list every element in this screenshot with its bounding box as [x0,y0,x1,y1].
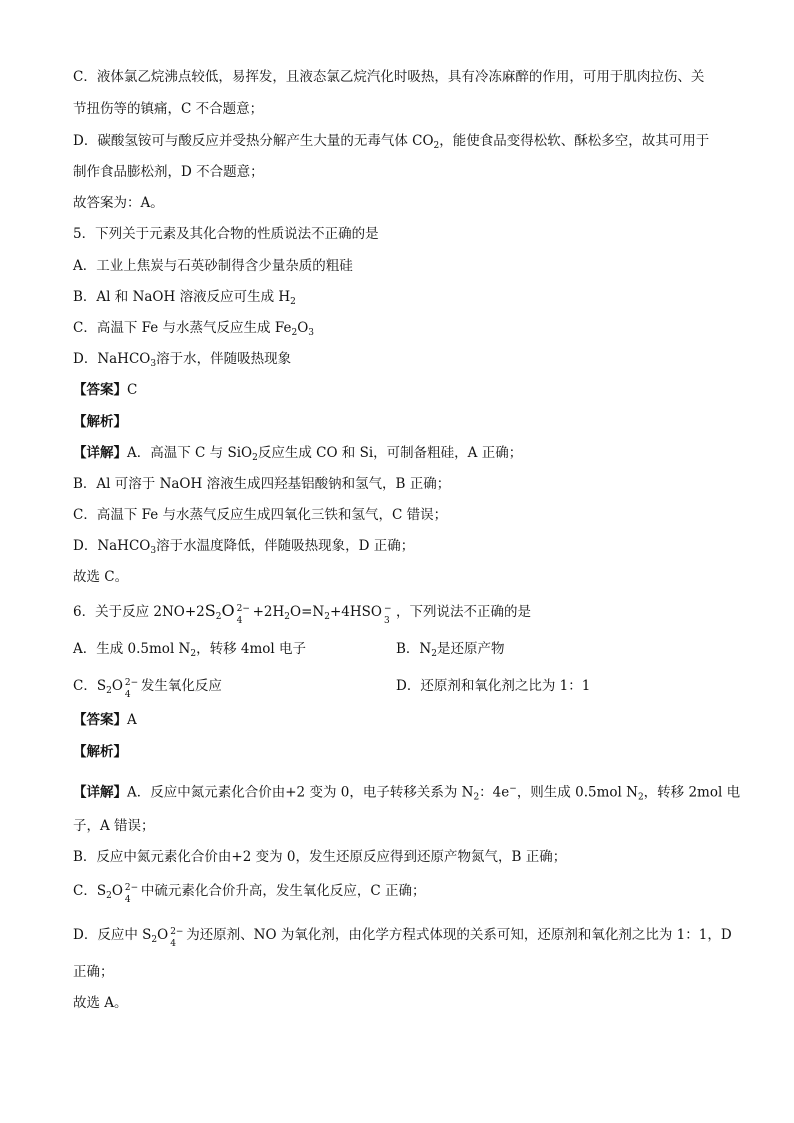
q6-detail-line1 [73,780,740,807]
q6-detail-line2: B．反应中氮元素化合价由+2 变为 0，发生还原反应得到还原产物氮气，B 正确； [73,849,567,865]
subscript: 2 [151,935,158,945]
analysis-tag: 【解析】 [73,414,127,430]
q5-option-c [73,319,314,342]
subscript: 3 [150,359,157,369]
subscript: 2 [106,686,112,696]
text: ，转移 2mol 电 [643,784,741,801]
text: 反应生成 CO 和 Si，可制备粗硅，A 正确； [257,445,523,461]
subscript: 2 [284,612,291,622]
q6-detail-line1-cont: 子，A 错误； [73,818,155,834]
q5-analysis-tag [73,413,127,431]
superscript: 2− [124,677,139,688]
answer-tag: 【答案】 [73,712,127,728]
subscript: 2 [473,792,480,803]
superscript: 2− [236,603,250,614]
q5-option-a: A．工业上焦炭与石英砂制得含少量杂质的粗硅 [73,258,353,274]
text: 溶于水温度降低，伴随吸热现象，D 正确； [156,538,415,554]
subscript: 4 [124,894,131,905]
text: ，则生成 0.5mol N [516,784,638,801]
text: D．反应中 S [73,927,152,943]
subscript: 2 [431,649,437,659]
text: B．N [396,641,432,657]
q6-option-b [396,640,504,663]
q6-analysis-tag [73,743,127,761]
text: C．S [73,678,107,694]
subscript: 2 [106,891,112,901]
subscript: 2 [252,453,258,463]
text: ：4e [479,784,510,801]
oxygen-symbol: O [157,927,169,943]
text: ，能使食品变得松软、酥松多空，故其可用于 [439,133,710,149]
subscript: 3 [308,328,314,338]
subscript: 2 [190,649,197,659]
text: 中硫元素化合价升高，发生氧化反应，C 正确； [140,883,426,899]
subscript: 2 [433,141,440,151]
q5-option-d [73,350,291,373]
text: C．S [73,883,107,899]
superscript: 2− [124,882,139,893]
q6-option-c [73,677,222,700]
q5-conclusion: 故选 C。 [73,569,129,585]
subscript: 2 [290,297,296,307]
subscript: 2 [291,328,298,338]
text: D．NaHCO [73,351,151,367]
subscript: 4 [170,938,176,949]
detail-tag: 【详解】 [73,784,127,801]
q5-detail-line3: C．高温下 Fe 与水蒸气反应生成四氧化三铁和氢气，C 错误； [73,507,448,523]
answer-tag: 【答案】 [73,382,127,398]
subscript: 4 [124,689,131,700]
text: O [297,320,309,336]
superscript: 2− [170,926,184,937]
q6-detail-line3 [73,882,426,905]
q6-answer [73,711,137,729]
subscript: 2 [324,612,330,622]
sulfur-symbol: S [204,601,216,620]
charge-index [382,603,396,626]
q6-detail-line4 [73,926,732,949]
answer-value: A [127,712,137,728]
subscript: 4 [236,615,243,626]
q5-detail-line4 [73,537,414,560]
oxygen-symbol: O [111,883,123,899]
q6-detail-line4-cont: 正确； [73,964,114,980]
text: ，下列说法不正确的是 [395,604,531,620]
text: 发生氧化反应 [140,678,222,694]
text: B．Al 和 NaOH 溶液反应可生成 H [73,289,291,305]
q4-conclusion: 故答案为：A。 [73,195,164,211]
text: A．生成 0.5mol N [73,641,191,657]
text: A．反应中氮元素化合价由+2 变为 0，电子转移关系为 N [127,784,474,801]
q6-option-a [73,640,306,663]
q5-answer [73,381,137,399]
q4-option-c-line2: 节扭伤等的镇痛，C 不合题意； [73,101,264,117]
q4-option-d-line1 [73,132,709,155]
text: D．NaHCO [73,538,151,554]
q5-detail-line2: B．Al 可溶于 NaOH 溶液生成四羟基铝酸钠和氢气，B 正确； [73,476,451,492]
text: C．高温下 Fe 与水蒸气反应生成 Fe [73,320,292,336]
text: O=N [290,604,325,620]
q5-option-b [73,288,296,311]
text: A．高温下 C 与 SiO [127,445,253,461]
oxygen-symbol: O [111,678,123,694]
text: ，转移 4mol 电子 [196,641,307,657]
answer-value: C [127,382,138,398]
subscript: 2 [637,792,644,803]
q6-conclusion: 故选 A。 [73,995,128,1011]
subscript: 3 [150,546,157,556]
superscript: − [383,603,392,614]
charge-index [235,603,253,626]
charge-index [123,882,141,905]
q6-option-d: D．还原剂和氧化剂之比为 1：1 [396,678,591,694]
text: 6．关于反应 2NO+2 [73,604,205,620]
q4-option-c-line1: C．液体氯乙烷沸点较低，易挥发，且液态氯乙烷汽化时吸热，具有冷冻麻醉的作用，可用于肌肉拉伤、关 [73,69,705,85]
superscript: − [509,784,517,794]
analysis-tag: 【解析】 [73,744,127,760]
charge-index [168,926,186,949]
subscript: 2 [215,612,222,622]
text: 溶于水，伴随吸热现象 [156,351,292,367]
oxygen-symbol: O [221,601,235,620]
q4-option-d-line2: 制作食品膨松剂，D 不合题意； [73,164,264,180]
charge-index [123,677,141,700]
q6-stem [73,602,531,626]
text: 是还原产物 [436,641,505,657]
q5-detail-line1 [73,444,522,467]
subscript: 3 [383,615,390,626]
text: +4HSO [329,604,382,620]
text: D．碳酸氢铵可与酸反应并受热分解产生大量的无毒气体 CO [73,133,434,149]
detail-tag: 【详解】 [73,445,127,461]
text: +2H [252,604,285,620]
q5-stem: 5．下列关于元素及其化合物的性质说法不正确的是 [73,226,379,242]
text: 为还原剂、NO 为氧化剂，由化学方程式体现的关系可知，还原剂和氧化剂之比为 1：1，D [186,927,732,943]
